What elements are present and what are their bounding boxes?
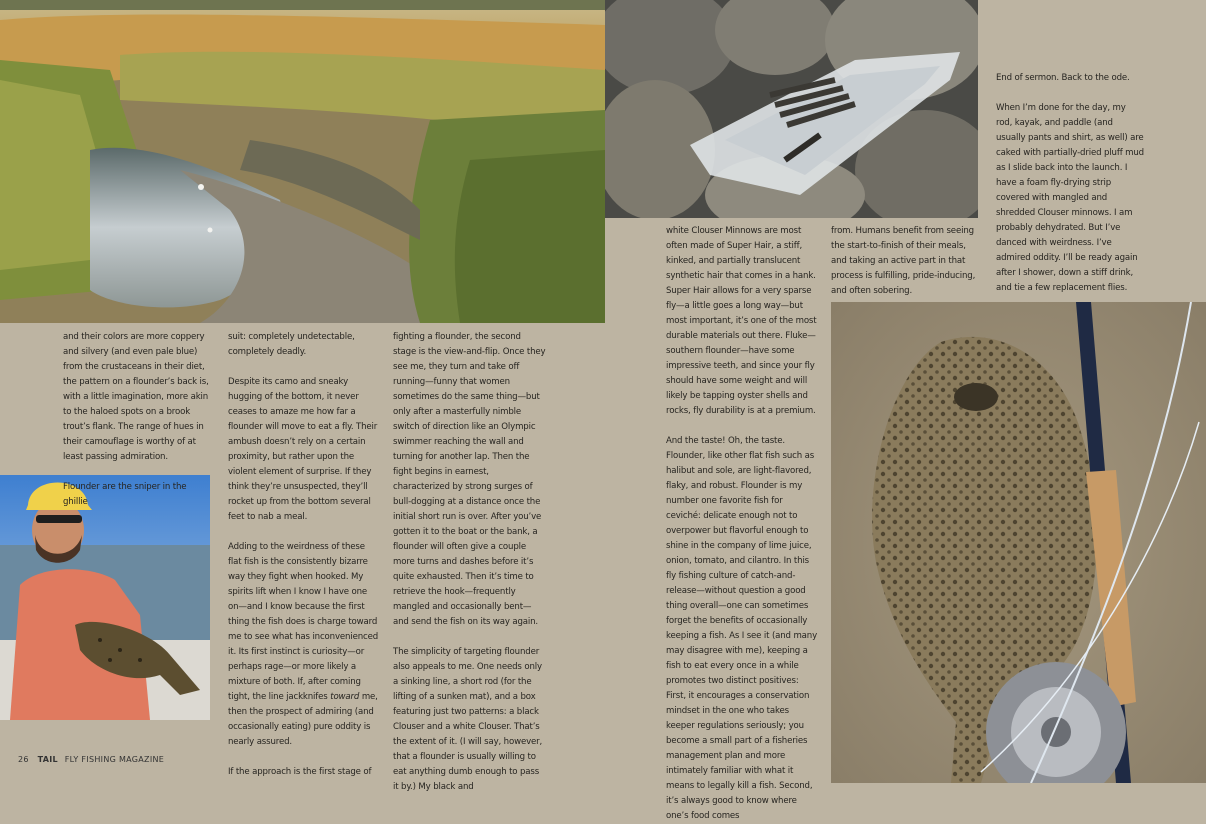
column-3-paragraph-2: The simplicity of targeting flounder also appeals to me. One needs only a sinking line, a short rod (for the lifting of a sunken mat), and a box featuring just two patterns: a black Clouser and a white Clouser. That’s the extent of it. (I will say, however, that a flounder is usually willing to eat anything dumb enough to pass it by.) My black and — [393, 647, 543, 792]
text-column-4 — [666, 224, 818, 824]
column-4-paragraph-2: And the taste! Oh, the taste. Flounder, like other flat fish such as halibut and sole, are light-flavored, flaky, and robust. Flounder is my number one favorite fish for ceviché: delicate enough not to overpower but flavorful enough to shine in the company of lime juice, onion, tomato, and cilantro. In this fly fishing culture of catch-and-release—without question a good thing overall—one can sometimes forget the benefits of occasionally keeping a fish. As I see it (and many may disagree with me), keeping a fish to eat every once in a while promotes two distinct positives: First, it encourages a conservation mindset in the one who takes keeper regulations seriously; you become a small part of a fisheries management plan and more intimately familiar with what it means to legally kill a fish. Second, it’s always good to know where one’s food comes — [666, 436, 818, 821]
page-number: 26 — [18, 755, 29, 764]
paragraph-text: me, then the prospect of admiring (and occasionally eating) pure oddity is nearly assured. — [228, 692, 378, 747]
column-1-paragraph-2: Flounder are the sniper in the ghillie — [63, 482, 187, 507]
column-6-paragraph-2: When I’m done for the day, my rod, kayak, and paddle (and usually pants and shirt, as well) are caked with partially-dried pluff mud as I slide back into the launch. I have a foam fly-drying strip covered with mangled and shredded Clouser minnows. I am probably dehydrated. But I’ve danced with weirdness. I’ve admired oddity. I’ll be ready again after I shower, down a stiff drink, and tie a few replacement flies. — [996, 103, 1144, 293]
column-3-paragraph-1: fighting a flounder, the second stage is the view-and-flip. Once they see me, they turn and take off running—funny that women sometimes do the same thing—but only after a masterfully nimble switch of direction like an Olympic swimmer reaching the wall and turning for another lap. Then the fight begins in earnest, characterized by strong surges of bull-dogging at a distance once the initial short run is over. After you’ve gotten it to the boat or the bank, a flounder will often give a couple more turns and dashes before it’s quite exhausted. Then it’s time to retrieve the hook—frequently mangled and occasionally bent—and send the fish on its way again. — [393, 332, 546, 627]
column-2-paragraph-4: If the approach is the first stage of — [228, 767, 372, 777]
text-column-3 — [393, 330, 546, 795]
magazine-name: FLY FISHING MAGAZINE — [64, 755, 165, 764]
column-4-paragraph-1: white Clouser Minnows are most often made of Super Hair, a stiff, kinked, and partially translucent synthetic hair that comes in a hank. Super Hair allows for a very sparse fly—a little goes a long way—but most important, it’s one of the most durable materials out there. Fluke—southern flounder—have some impressive teeth, and since your fly should have some weight and will likely be tapping oyster shells and rocks, fly durability is at a premium. — [666, 226, 817, 416]
column-5-paragraph-1: from. Humans benefit from seeing the start-to-finish of their meals, and taking an active part in that process is fulfilling, pride-inducing, and often sobering. — [831, 226, 976, 296]
text-column-5 — [831, 224, 979, 299]
paragraph-text: Adding to the weirdness of these flat fish is the consistently bizarre way they fight when hooked. My spirits lift when I know I have one on—and I know because the first thing the fish does is charge toward me to see what has inconvenienced it. Its first instinct is curiosity—or perhaps rage—or more likely a mixture of both. If, after coming tight, the line jackknifes — [228, 542, 379, 702]
text-column-2 — [228, 330, 380, 780]
column-2-paragraph-1: suit: completely undetectable, completely deadly. — [228, 332, 355, 357]
text-column-1 — [63, 330, 213, 510]
emphasis-text: toward — [330, 692, 360, 702]
marsh-photo — [0, 0, 605, 323]
angler-photo — [0, 475, 210, 720]
page-footer — [18, 755, 164, 764]
text-column-6 — [996, 71, 1144, 296]
column-2-paragraph-3 — [228, 540, 380, 750]
fly-box-photo — [605, 0, 978, 218]
column-6-paragraph-1: End of sermon. Back to the ode. — [996, 73, 1130, 83]
flounder-rod-photo — [831, 302, 1206, 783]
column-1-paragraph-1: and their colors are more coppery and silvery (and even pale blue) from the crustaceans in their diet, the pattern on a flounder’s back is, with a little imagination, more akin to the haloed spots on a brook trout’s flank. The range of hues in their camouflage is worthy of at least passing admiration. — [63, 332, 209, 462]
column-2-paragraph-2: Despite its camo and sneaky hugging of the bottom, it never ceases to amaze me how far a flounder will move to eat a fly. Their ambush doesn’t rely on a certain proximity, but rather upon the violent element of surprise. If they think they’re unsuspected, they’ll rocket up from the bottom several feet to nab a meal. — [228, 377, 378, 522]
magazine-brand: TAIL — [37, 755, 58, 764]
